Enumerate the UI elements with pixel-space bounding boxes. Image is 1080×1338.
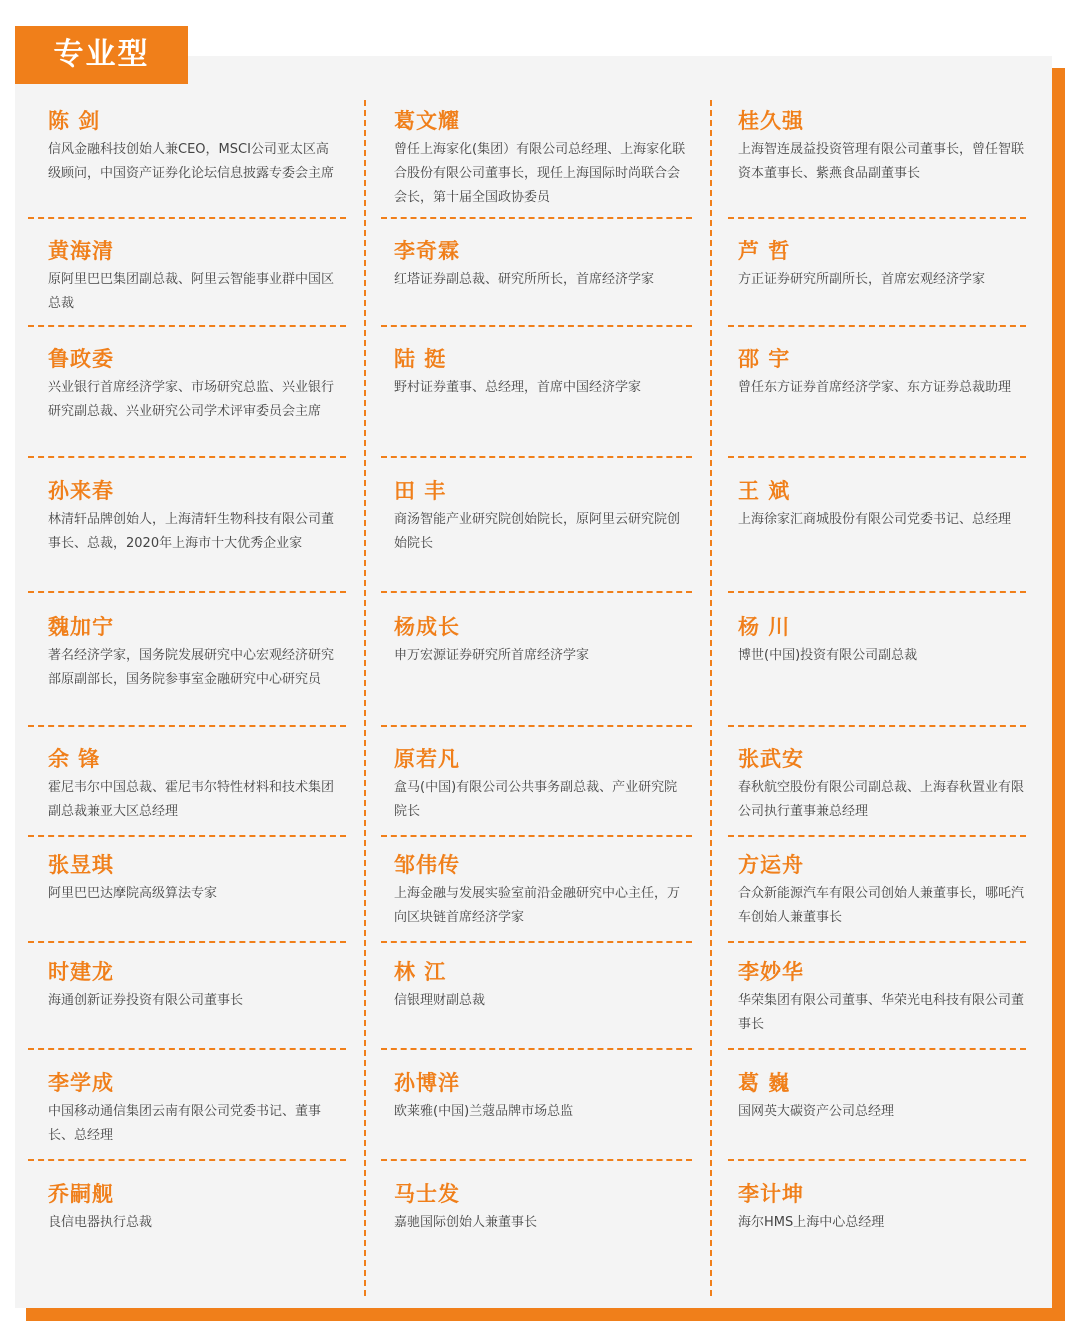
expert-name: 邵 宇 <box>738 347 791 371</box>
row-divider <box>728 456 1026 458</box>
row-divider <box>381 1159 692 1161</box>
expert-title: 欧莱雅(中国)兰蔻品牌市场总监 <box>394 1104 574 1119</box>
expert-title: 华荣集团有限公司董事、华荣光电科技有限公司董事长 <box>738 993 1025 1032</box>
expert-title: 春秋航空股份有限公司副总裁、上海春秋置业有限公司执行董事兼总经理 <box>738 780 1025 819</box>
row-divider <box>381 725 692 727</box>
expert-name: 孙来春 <box>48 479 114 503</box>
row-divider <box>381 325 692 327</box>
expert-title: 原阿里巴巴集团副总裁、阿里云智能事业群中国区总裁 <box>48 272 335 311</box>
expert-name: 李学成 <box>48 1071 114 1095</box>
row-divider <box>28 591 346 593</box>
expert-title: 阿里巴巴达摩院高级算法专家 <box>48 886 218 901</box>
row-divider <box>381 835 692 837</box>
expert-title: 国网英大碳资产公司总经理 <box>738 1104 895 1119</box>
row-divider <box>728 1159 1026 1161</box>
row-divider <box>381 217 692 219</box>
expert-name: 马士发 <box>394 1182 460 1206</box>
row-divider <box>728 835 1026 837</box>
expert-title: 上海金融与发展实验室前沿金融研究中心主任，万向区块链首席经济学家 <box>394 886 681 925</box>
expert-title: 方正证券研究所副所长，首席宏观经济学家 <box>738 272 986 287</box>
expert-title: 林清轩品牌创始人，上海清轩生物科技有限公司董事长、总裁，2020年上海市十大优秀企业家 <box>48 512 335 551</box>
expert-title: 霍尼韦尔中国总裁、霍尼韦尔特性材料和技术集团副总裁兼亚大区总经理 <box>48 780 335 819</box>
row-divider <box>728 591 1026 593</box>
expert-title: 上海徐家汇商城股份有限公司党委书记、总经理 <box>738 512 1012 527</box>
expert-name: 原若凡 <box>394 747 460 771</box>
expert-title: 野村证券董事、总经理，首席中国经济学家 <box>394 380 642 395</box>
expert-name: 时建龙 <box>48 960 114 984</box>
expert-name: 余 锋 <box>48 747 101 771</box>
expert-name: 陈 剑 <box>48 109 101 133</box>
expert-name: 李计坤 <box>738 1182 804 1206</box>
expert-name: 孙博洋 <box>394 1071 460 1095</box>
row-divider <box>28 1159 346 1161</box>
row-divider <box>28 217 346 219</box>
expert-name: 邹伟传 <box>394 853 460 877</box>
expert-name: 林 江 <box>394 960 447 984</box>
row-divider <box>381 941 692 943</box>
expert-title: 海通创新证券投资有限公司董事长 <box>48 993 244 1008</box>
expert-title: 博世(中国)投资有限公司副总裁 <box>738 648 918 663</box>
expert-name: 杨 川 <box>738 615 791 639</box>
column-divider <box>364 100 366 1296</box>
row-divider <box>728 325 1026 327</box>
expert-title: 嘉驰国际创始人兼董事长 <box>394 1215 538 1230</box>
expert-title: 曾任上海家化(集团）有限公司总经理、上海家化联合股份有限公司董事长，现任上海国际时尚联合会会长，第十届全国政协委员 <box>394 142 686 205</box>
expert-name: 桂久强 <box>738 109 804 133</box>
expert-name: 陆 挺 <box>394 347 447 371</box>
row-divider <box>728 1048 1026 1050</box>
expert-name: 乔嗣舰 <box>48 1182 114 1206</box>
row-divider <box>728 725 1026 727</box>
category-tab: 专业型 <box>15 26 188 84</box>
expert-title: 信银理财副总裁 <box>394 993 486 1008</box>
expert-name: 芦 哲 <box>738 239 791 263</box>
expert-title: 盒马(中国)有限公司公共事务副总裁、产业研究院院长 <box>394 780 678 819</box>
expert-title: 曾任东方证券首席经济学家、东方证券总裁助理 <box>738 380 1012 395</box>
row-divider <box>381 456 692 458</box>
expert-title: 著名经济学家，国务院发展研究中心宏观经济研究部原副部长，国务院参事室金融研究中心研究员 <box>48 648 335 687</box>
expert-title: 上海智连晟益投资管理有限公司董事长，曾任智联资本董事长、紫燕食品副董事长 <box>738 142 1025 181</box>
row-divider <box>728 941 1026 943</box>
row-divider <box>28 325 346 327</box>
expert-name: 李妙华 <box>738 960 804 984</box>
row-divider <box>728 217 1026 219</box>
row-divider <box>28 835 346 837</box>
expert-name: 魏加宁 <box>48 615 114 639</box>
expert-title: 中国移动通信集团云南有限公司党委书记、董事长、总经理 <box>48 1104 322 1143</box>
row-divider <box>28 941 346 943</box>
expert-name: 黄海清 <box>48 239 114 263</box>
row-divider <box>28 725 346 727</box>
expert-title: 申万宏源证券研究所首席经济学家 <box>394 648 590 663</box>
expert-title: 兴业银行首席经济学家、市场研究总监、兴业银行研究副总裁、兴业研究公司学术评审委员会主席 <box>48 380 335 419</box>
expert-title: 红塔证券副总裁、研究所所长，首席经济学家 <box>394 272 655 287</box>
expert-name: 王 斌 <box>738 479 791 503</box>
expert-name: 田 丰 <box>394 479 447 503</box>
expert-name: 张昱琪 <box>48 853 114 877</box>
row-divider <box>381 591 692 593</box>
expert-name: 葛 巍 <box>738 1071 791 1095</box>
column-divider <box>710 100 712 1296</box>
row-divider <box>28 1048 346 1050</box>
expert-name: 方运舟 <box>738 853 804 877</box>
expert-title: 信风金融科技创始人兼CEO，MSCI公司亚太区高级顾问，中国资产证券化论坛信息披露专委会主席 <box>48 142 335 181</box>
expert-title: 商汤智能产业研究院创始院长，原阿里云研究院创始院长 <box>394 512 681 551</box>
expert-title: 良信电器执行总裁 <box>48 1215 153 1230</box>
row-divider <box>381 1048 692 1050</box>
row-divider <box>28 456 346 458</box>
expert-name: 李奇霖 <box>394 239 460 263</box>
expert-name: 杨成长 <box>394 615 460 639</box>
expert-name: 张武安 <box>738 747 804 771</box>
expert-name: 葛文耀 <box>394 109 460 133</box>
expert-title: 合众新能源汽车有限公司创始人兼董事长，哪吒汽车创始人兼董事长 <box>738 886 1025 925</box>
expert-name: 鲁政委 <box>48 347 114 371</box>
expert-title: 海尔HMS上海中心总经理 <box>738 1215 885 1230</box>
